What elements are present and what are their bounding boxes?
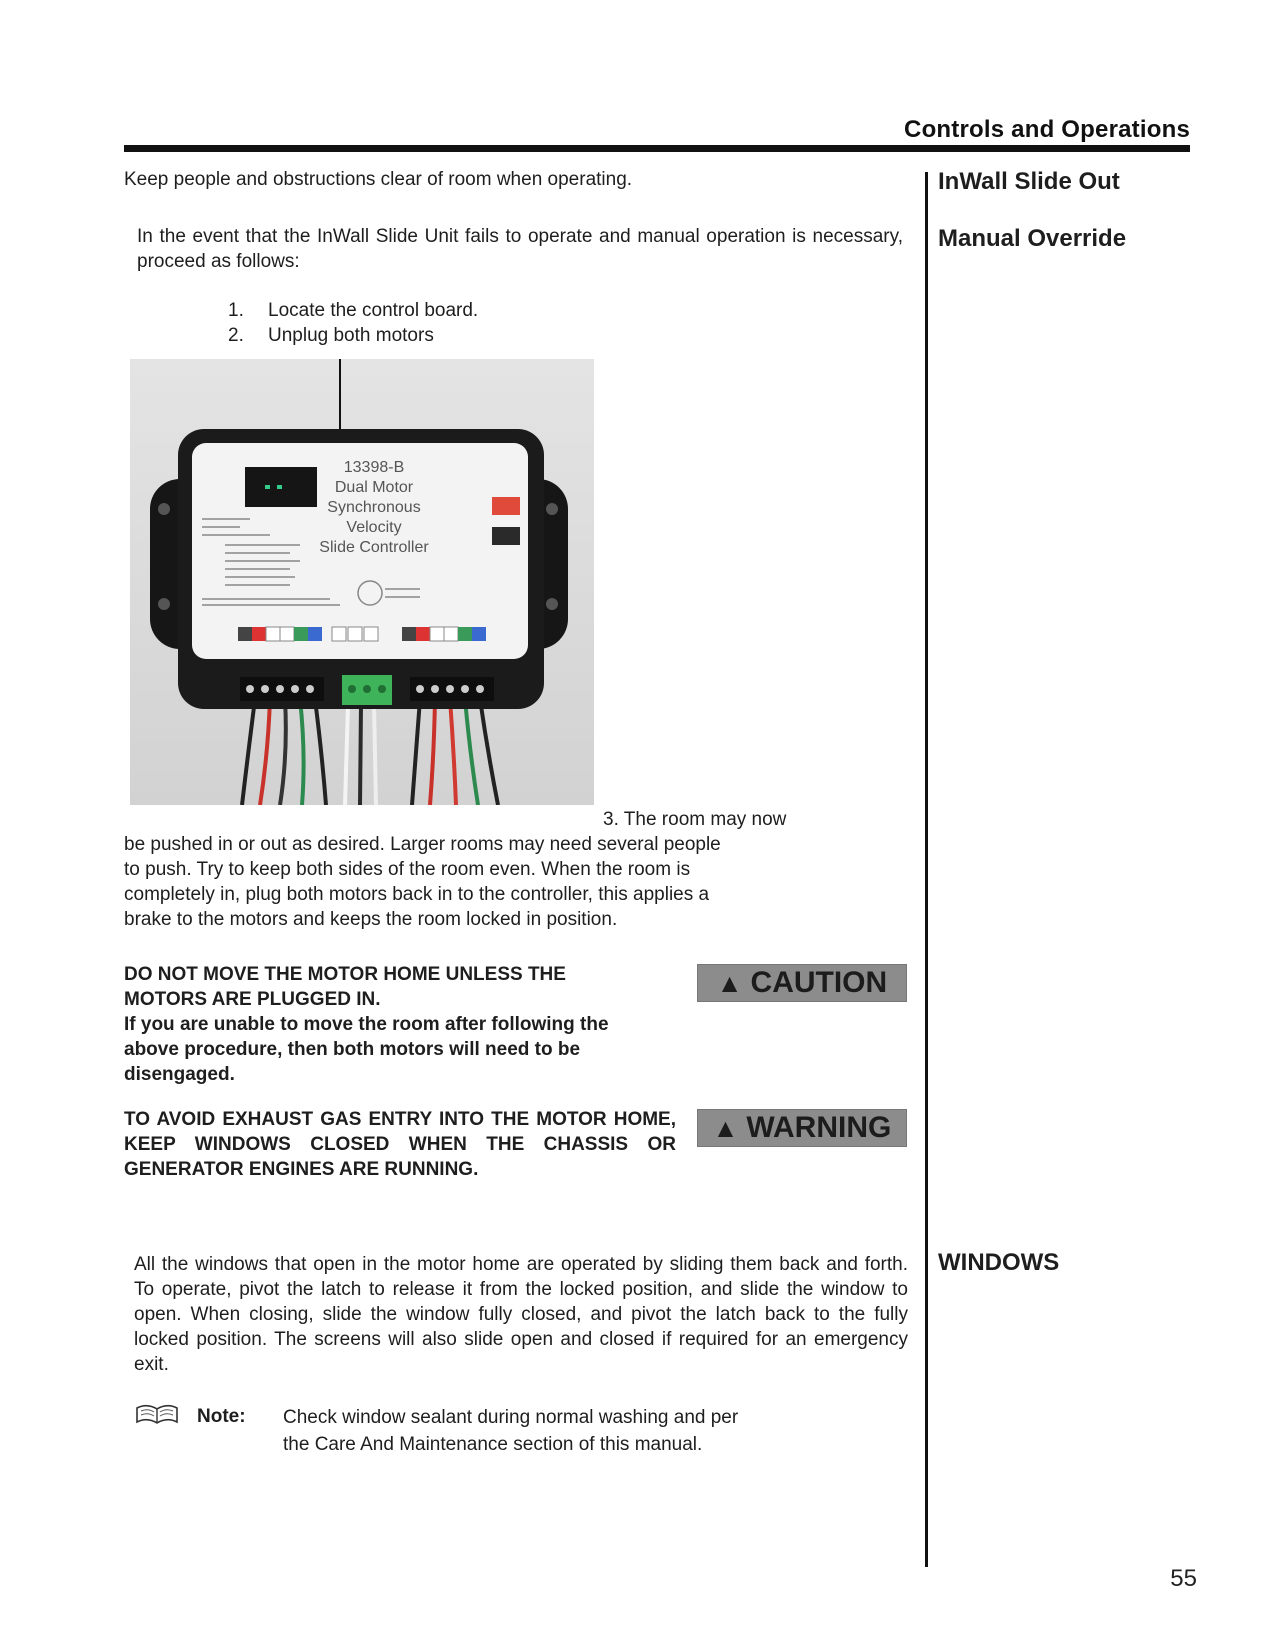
page-number: 55 [1170, 1565, 1197, 1592]
step-3-line-4: brake to the motors and keeps the room locked in position. [124, 909, 618, 930]
note-line: Check window sealant during normal washing and per [283, 1407, 739, 1428]
open-book-icon [134, 1402, 180, 1431]
controller-label-line-4: Slide Controller [319, 539, 429, 556]
controller-label-line-2: Synchronous [327, 499, 421, 516]
step-3-line-3: completely in, plug both motors back in to the controller, this applies a [124, 884, 710, 905]
warning-triangle-icon: ▲ [712, 1112, 739, 1143]
caution-line: disengaged. [124, 1064, 235, 1085]
caution-line: above procedure, then both motors will need to be [124, 1039, 581, 1060]
control-board-photo [130, 359, 594, 805]
warning-badge-label: WARNING [746, 1111, 892, 1144]
caution-line: MOTORS ARE PLUGGED IN. [124, 989, 381, 1010]
override-paragraph: In the event that the InWall Slide Unit fails to operate and manual operation is necessary, proceed as follows: [137, 226, 903, 272]
header-rule [124, 145, 1190, 152]
step-2 [228, 323, 434, 348]
caution-text [124, 962, 684, 1087]
step-number: 1. [228, 300, 244, 321]
controller-label-line-3: Velocity [346, 519, 402, 536]
step-3-start: 3. The room may now [603, 809, 787, 830]
step-1 [228, 298, 478, 323]
sidebar-heading-inwall: InWall Slide Out [938, 168, 1120, 195]
caution-line: If you are unable to move the room after following the [124, 1014, 609, 1035]
note-line: the Care And Maintenance section of this manual. [283, 1434, 703, 1455]
step-number: 2. [228, 325, 244, 346]
keep-clear-text: Keep people and obstructions clear of room when operating. [124, 169, 633, 190]
note-label: Note: [197, 1406, 246, 1427]
warning-text: TO AVOID EXHAUST GAS ENTRY INTO THE MOTOR HOME, KEEP WINDOWS CLOSED WHEN THE CHASSIS OR GENERATOR ENGINES ARE RUNNING. [124, 1109, 676, 1180]
controller-model: 13398-B [343, 459, 405, 476]
caution-badge [697, 964, 907, 1002]
page-header-title: Controls and Operations [904, 116, 1190, 143]
windows-paragraph: All the windows that open in the motor home are operated by sliding them back and forth. To operate, pivot the latch to release it from the locked position, and slide the window to open. When closing, slide the window fully closed, and pivot the latch back to the fully locked position. The screens will also slide open and closed if required for an emergency exit. [134, 1254, 908, 1375]
caution-line: DO NOT MOVE THE MOTOR HOME UNLESS THE [124, 964, 566, 985]
warning-badge [697, 1109, 907, 1147]
step-text: Locate the control board. [268, 300, 479, 321]
sidebar-heading-manual-override: Manual Override [938, 225, 1127, 252]
note-text [283, 1404, 738, 1458]
control-board-illustration [130, 359, 594, 805]
column-divider [925, 172, 928, 1567]
warning-triangle-icon: ▲ [716, 967, 743, 998]
sidebar-heading-windows: WINDOWS [938, 1249, 1060, 1276]
caution-badge-label: CAUTION [750, 966, 888, 999]
step-3-line-2: to push. Try to keep both sides of the room even. When the room is [124, 859, 691, 880]
step-3-line-1: be pushed in or out as desired. Larger rooms may need several people [124, 834, 721, 855]
controller-label-line-1: Dual Motor [334, 479, 414, 496]
step-text: Unplug both motors [268, 325, 434, 346]
